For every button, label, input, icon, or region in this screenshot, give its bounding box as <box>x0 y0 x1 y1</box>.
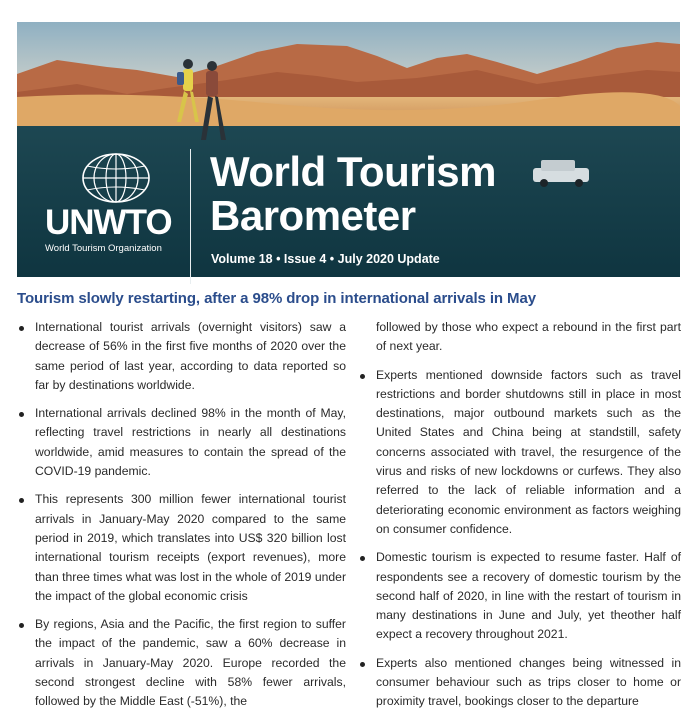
publication-title <box>210 150 496 238</box>
continued-paragraph: followed by those who expect a rebound in the first part of next year. <box>376 320 681 354</box>
title-line-2: Barometer <box>210 192 416 239</box>
banner-divider <box>190 149 191 284</box>
article-headline: Tourism slowly restarting, after a 98% drop in international arrivals in May <box>17 290 536 307</box>
cover-banner <box>17 22 680 277</box>
org-full-name: World Tourism Organization <box>45 243 162 254</box>
issue-info: Volume 18 • Issue 4 • July 2020 Update <box>211 252 440 266</box>
bullet-item: Experts mentioned downside factors such as travel restrictions and border shutdowns still in place in most destinations, major outbound markets such as the United States and China being at standstill, safety concerns associated with travel, the resurgence of the virus and risks of new lockdowns or curfews. They also referred to the lack of reliable information and a deteriorating economic environment as factors weighing on consumer confidence. <box>358 366 681 540</box>
bullet-item: International tourist arrivals (overnight visitors) saw a decrease of 56% in the first five months of 2020 over the same period of last year, according to data reported so far by destinations worldwide. <box>17 318 346 395</box>
bullet-item: By regions, Asia and the Pacific, the first region to suffer the impact of the pandemic, saw a 60% decrease in arrivals in January-May 2020. Europe recorded the second strongest decline with 58% fewer arrivals, followed by the Middle East (-51%), the <box>17 615 346 711</box>
bullet-item: Experts also mentioned changes being witnessed in consumer behaviour such as trips closer to home or proximity travel, bookings closer to the departure <box>358 654 681 712</box>
right-column <box>358 318 681 721</box>
bullet-item: This represents 300 million fewer international tourist arrivals in January-May 2020 compared to the same period in 2019, which translates into US$ 320 billion lost international tourism receipts (export revenues), more than three times what was lost in the whole of 2019 under the impact of the global economic crisis <box>17 490 346 606</box>
bullet-item: Domestic tourism is expected to resume faster. Half of respondents see a recovery of domestic tourism by the second half of 2020, in line with the restart of tourism in many destinations in June and July, yet theother half expect a recovery throughout 2021. <box>358 548 681 644</box>
org-short-name: UNWTO <box>45 203 172 242</box>
left-column <box>17 318 346 721</box>
bullet-item: International arrivals declined 98% in the month of May, reflecting travel restrictions in nearly all destinations worldwide, amid measures to contain the spread of the COVID-19 pandemic. <box>17 404 346 481</box>
globe-icon <box>81 152 151 204</box>
title-line-1: World Tourism <box>210 148 496 195</box>
unwto-logo <box>45 152 205 254</box>
